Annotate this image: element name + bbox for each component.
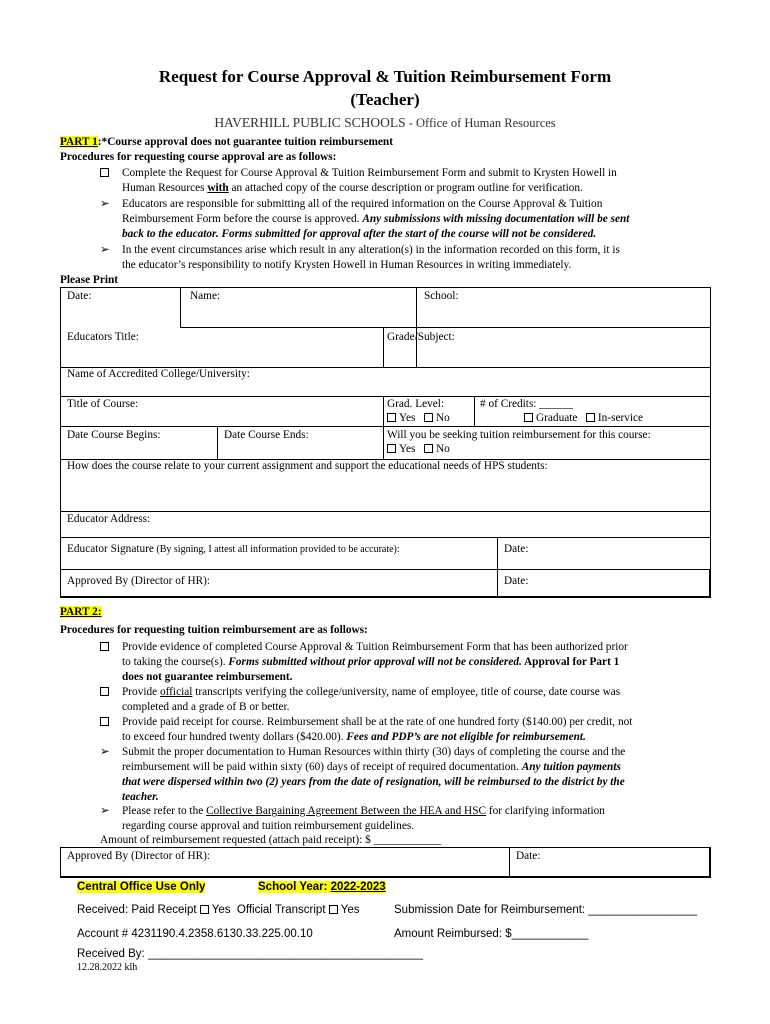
part1-note: :*Course approval does not guarantee tuition reimbursement <box>97 136 393 148</box>
p2i2a-u: official <box>159 686 193 698</box>
part2-item5-arrow-icon: ➢ <box>100 805 110 817</box>
p1i2b-bi: Any submissions with missing documentation will be sent <box>362 213 630 225</box>
p2i3b-pre: to exceed four hundred twenty dollars ($420.00). <box>122 731 347 743</box>
amount-requested-field[interactable]: Amount of reimbursement requested (attach paid receipt): $ ____________ <box>100 834 442 846</box>
signature-note: (By signing, I attest all information provided to be accurate): <box>153 544 400 555</box>
educator-signature-field[interactable] <box>67 542 400 557</box>
part2-item1-line1: Provide evidence of completed Course Approval & Tuition Reimbursement Form that has been authorized prior <box>122 641 628 653</box>
part2-item1-check <box>100 640 112 655</box>
part2-item3-line1: Provide paid receipt for course. Reimbursement shall be at the rate of one hundred forty ($140.00) per credit, not <box>122 716 633 728</box>
account-number: Account # 4231190.4.2358.6130.33.225.00.10 <box>77 928 313 940</box>
p2i1b-pre: to taking the course(s). <box>122 656 229 668</box>
part1-item1-check <box>100 166 112 181</box>
name-field-label[interactable]: Name: <box>190 290 221 302</box>
inservice-label: In-service <box>597 412 644 424</box>
school-field-label[interactable]: School: <box>424 290 459 302</box>
part2-procedures-heading: Procedures for requesting tuition reimbursement are as follows: <box>60 624 368 636</box>
seeking-yes-checkbox[interactable] <box>387 444 396 453</box>
cba-link[interactable]: Collective Bargaining Agreement Between the HEA and HSC <box>206 805 487 817</box>
educator-address-field[interactable]: Educator Address: <box>67 513 151 525</box>
course-approval-form <box>60 287 711 598</box>
p2i2a-pre: Provide <box>122 686 160 698</box>
received-row <box>77 904 360 916</box>
course-title-field[interactable]: Title of Course: <box>67 398 139 410</box>
grad-yes-checkbox[interactable] <box>387 413 396 422</box>
part2-item5-line1 <box>122 804 605 819</box>
p1i1b-pre: Human Resources <box>122 182 208 194</box>
part2-item1-line3: does not guarantee reimbursement. <box>122 671 293 683</box>
inservice-checkbox[interactable] <box>586 413 595 422</box>
part1-item3-line2: the educator’s responsibility to notify Krysten Howell in Human Resources in writing immediately. <box>122 259 572 271</box>
grad-no-label: No <box>435 412 450 424</box>
part1-item2-line1: Educators are responsible for submitting all of the required information on the Course Approval & Tuition <box>122 198 603 210</box>
p2i2a-post: transcripts verifying the college/university, name of employee, title of course, date course was <box>192 686 621 698</box>
form-title: Request for Course Approval & Tuition Reimbursement Form <box>158 67 612 86</box>
p2i5a-pre: Please refer to the <box>122 805 207 817</box>
part2-item3-check <box>100 715 112 730</box>
seeking-no-checkbox[interactable] <box>424 444 433 453</box>
part2-item4-line3: that were dispersed within two (2) years from the date of resignation, will be reimbursed to the district by the <box>122 776 625 788</box>
date-field-label[interactable]: Date: <box>67 290 92 302</box>
part2-item4-line2 <box>122 760 621 775</box>
part2-label <box>60 605 102 620</box>
part2-item3-line2 <box>122 730 586 745</box>
college-field[interactable]: Name of Accredited College/University: <box>67 368 250 380</box>
footer-code: 12.28.2022 klh <box>77 962 138 973</box>
part2-label-text: PART 2: <box>60 606 102 618</box>
approved-date-field[interactable]: Date: <box>504 575 529 587</box>
seeking-no-label: No <box>435 443 450 455</box>
part1-label: PART 1 <box>60 136 98 148</box>
grad-level-options <box>387 411 450 426</box>
official-transcript-checkbox[interactable] <box>329 905 338 914</box>
grad-yes-label: Yes <box>399 412 416 424</box>
submission-date-field[interactable]: Submission Date for Reimbursement: _________________ <box>394 904 698 916</box>
p2i4b-pre: reimbursement will be paid within sixty (60) days of receipt of required documentation. <box>122 761 522 773</box>
school-year <box>258 881 386 893</box>
signature-label: Educator Signature <box>67 543 154 555</box>
received-by-field[interactable]: Received By: ___________________________________________ <box>77 948 423 960</box>
p2i4b-bi: Any tuition payments <box>521 761 621 773</box>
part2-item4-line4: teacher. <box>122 791 159 803</box>
part2-approval-box <box>60 847 711 878</box>
part2-item2-check <box>100 685 112 700</box>
p2i1b-bi: Forms submitted without prior approval will not be considered. <box>228 656 522 668</box>
p1i2b-pre: Reimbursement Form before the course is approved. <box>122 213 363 225</box>
grad-no-checkbox[interactable] <box>424 413 433 422</box>
graduate-label: Graduate <box>536 412 578 424</box>
grade-subject-field[interactable]: Grade/Subject: <box>387 331 455 343</box>
p1i1b-with: with <box>207 182 229 194</box>
paid-receipt-yes: Yes <box>211 904 231 916</box>
seeking-options <box>387 442 450 457</box>
p1i1b-post: an attached copy of the course description or program outline for verification. <box>228 182 583 194</box>
official-transcript-yes: Yes <box>340 904 360 916</box>
credits-field[interactable]: # of Credits: ______ <box>480 398 574 410</box>
signature-date-field[interactable]: Date: <box>504 543 529 555</box>
school-year-value: 2022-2023 <box>330 881 386 893</box>
please-print: Please Print <box>60 274 119 286</box>
credit-type-options <box>524 411 643 426</box>
org-header <box>0 115 770 131</box>
course-relation-field[interactable]: How does the course relate to your current assignment and support the educational needs of HPS students: <box>67 460 548 472</box>
p2i5a-post: for clarifying information <box>486 805 605 817</box>
part2-item4-line1: Submit the proper documentation to Human Resources within thirty (30) days of completing the course and the <box>122 746 626 758</box>
part2-item5-line2: regarding course approval and tuition reimbursement guidelines. <box>122 820 415 832</box>
p2i1b-b: Approval for Part 1 <box>521 656 620 668</box>
date-ends-field[interactable]: Date Course Ends: <box>224 429 309 441</box>
received-paid-label: Received: Paid Receipt <box>77 904 197 916</box>
part1-item2-arrow-icon: ➢ <box>100 198 110 210</box>
central-office-label: Central Office Use Only <box>77 881 206 893</box>
part2-item4-arrow-icon: ➢ <box>100 746 110 758</box>
part2-approved-date-field[interactable]: Date: <box>516 850 541 862</box>
org-office: - Office of Human Resources <box>405 116 556 130</box>
part2-item2-line1 <box>122 685 620 700</box>
part1-item1-line2 <box>122 181 583 196</box>
p2i3b-bi: Fees and PDP’s are not eligible for reimbursement. <box>346 731 586 743</box>
part1-procedures-heading: Procedures for requesting course approval are as follows: <box>60 151 337 163</box>
approved-by-field[interactable]: Approved By (Director of HR): <box>67 575 211 587</box>
paid-receipt-checkbox[interactable] <box>200 905 209 914</box>
grad-level-label: Grad. Level: <box>387 398 445 410</box>
part1-header <box>60 135 393 150</box>
part1-item3-line1: In the event circumstances arise which result in any alteration(s) in the information recorded on this form, it is <box>122 244 620 256</box>
graduate-checkbox[interactable] <box>524 413 533 422</box>
part2-item1-line2 <box>122 655 619 670</box>
date-begins-field[interactable]: Date Course Begins: <box>67 429 161 441</box>
seeking-reimbursement-label: Will you be seeking tuition reimbursement for this course: <box>387 429 651 441</box>
part1-item3-arrow-icon: ➢ <box>100 244 110 256</box>
org-name: HAVERHILL PUBLIC SCHOOLS <box>214 115 406 130</box>
part2-item2-line2: completed and a grade of B or better. <box>122 701 290 713</box>
part1-item2-line2 <box>122 212 629 227</box>
part1-item2-line3: back to the educator. Forms submitted for approval after the start of the course will not be considered. <box>122 228 597 240</box>
school-year-label: School Year: <box>258 881 331 893</box>
form-title-sub: (Teacher) <box>350 90 420 109</box>
amount-reimbursed-field[interactable]: Amount Reimbursed: $____________ <box>394 928 589 940</box>
educators-title-field[interactable]: Educators Title: <box>67 331 139 343</box>
part2-approved-by-field[interactable]: Approved By (Director of HR): <box>67 850 211 862</box>
official-transcript-label: Official Transcript <box>236 904 326 916</box>
part1-item1-line1: Complete the Request for Course Approval & Tuition Reimbursement Form and submit to Krysten Howell in <box>122 167 617 179</box>
seeking-yes-label: Yes <box>399 443 416 455</box>
